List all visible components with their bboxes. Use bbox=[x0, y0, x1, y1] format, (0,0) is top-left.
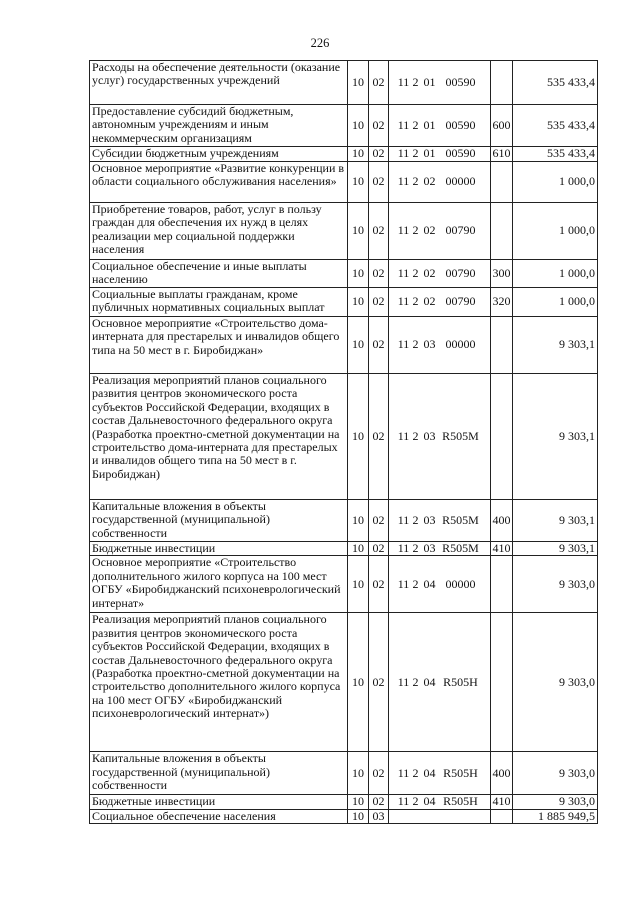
target-article-part: 00590 bbox=[445, 117, 476, 132]
expense-type-cell bbox=[491, 556, 513, 613]
table-row bbox=[90, 374, 598, 500]
subsection-code-cell: 02 bbox=[369, 613, 389, 752]
target-article-part: 11 bbox=[397, 765, 410, 780]
table-row bbox=[90, 147, 598, 162]
table-row bbox=[90, 556, 598, 613]
item-name-cell: Основное мероприятие «Строительство дома-интерната для престарелых и инвалидов общего типа на 50 мест в г. Биробиджан» bbox=[90, 317, 348, 374]
target-article-part: 04 bbox=[423, 576, 436, 591]
target-article-part: 11 bbox=[397, 541, 410, 555]
target-article-part: 2 bbox=[412, 337, 419, 352]
target-article-part: 00000 bbox=[445, 576, 476, 591]
table-row bbox=[90, 203, 598, 260]
target-article-part: 11 bbox=[397, 794, 410, 809]
target-article-part: 02 bbox=[423, 265, 436, 280]
item-name-cell: Социальное обеспечение и иные выплаты населению bbox=[90, 260, 348, 288]
amount-cell: 1 000,0 bbox=[513, 162, 598, 203]
amount-cell: 9 303,1 bbox=[513, 500, 598, 542]
item-name-cell: Реализация мероприятий планов социального развития центров экономического роста субъектов Российской Федерации, входящих в состав Дальневосточного федерального округа (Разработка проектно-сметной документации на строительство дома-интерната для престарелых и инвалидов общего типа на 50 мест в г. Биробиджан) bbox=[90, 374, 348, 500]
table-row bbox=[90, 500, 598, 542]
target-article-part: 01 bbox=[423, 74, 436, 89]
target-article-part: 00590 bbox=[445, 74, 476, 89]
table-row bbox=[90, 613, 598, 752]
section-code-cell: 10 bbox=[348, 61, 369, 105]
item-name-cell: Субсидии бюджетным учреждениям bbox=[90, 147, 348, 162]
amount-cell: 1 885 949,5 bbox=[513, 809, 598, 823]
item-name-cell: Реализация мероприятий планов социального развития центров экономического роста субъектов Российской Федерации, входящих в состав Дальневосточного федерального округа (Разработка проектно-сметной документации на строительство дополнительного жилого корпуса на 100 мест ОГБУ «Биробиджанский психоневрологический интернат») bbox=[90, 613, 348, 752]
subsection-code-cell: 02 bbox=[369, 556, 389, 613]
amount-cell: 1 000,0 bbox=[513, 203, 598, 260]
target-article-part: 11 bbox=[397, 146, 410, 161]
subsection-code-cell: 02 bbox=[369, 542, 389, 556]
target-article-part: 2 bbox=[412, 74, 419, 89]
target-article-part: 2 bbox=[412, 794, 419, 809]
target-article-part: 02 bbox=[423, 294, 436, 309]
subsection-code-cell: 02 bbox=[369, 162, 389, 203]
target-article-cell bbox=[389, 500, 491, 542]
target-article-part: 11 bbox=[397, 74, 410, 89]
target-article-part: 2 bbox=[412, 265, 419, 280]
expense-type-cell: 600 bbox=[491, 105, 513, 147]
table-row bbox=[90, 795, 598, 809]
target-article-part: 2 bbox=[412, 576, 419, 591]
target-article-part: R505Н bbox=[443, 674, 478, 689]
subsection-code-cell: 02 bbox=[369, 752, 389, 795]
page-number: 226 bbox=[310, 36, 330, 50]
section-code-cell: 10 bbox=[348, 288, 369, 317]
item-name-cell: Капитальные вложения в объекты государственной (муниципальной) собственности bbox=[90, 500, 348, 542]
target-article-part: 2 bbox=[412, 541, 419, 555]
target-article-part: 00790 bbox=[445, 223, 476, 238]
expense-type-cell: 400 bbox=[491, 500, 513, 542]
target-article-part: 2 bbox=[412, 174, 419, 189]
target-article-part: 11 bbox=[397, 576, 410, 591]
table-row bbox=[90, 260, 598, 288]
subsection-code-cell: 02 bbox=[369, 288, 389, 317]
section-code-cell: 10 bbox=[348, 203, 369, 260]
target-article-part: 11 bbox=[397, 674, 410, 689]
target-article-part: R505Н bbox=[443, 765, 478, 780]
table-row bbox=[90, 105, 598, 147]
expense-type-cell: 410 bbox=[492, 794, 511, 809]
amount-cell: 9 303,0 bbox=[513, 556, 598, 613]
subsection-code-cell: 02 bbox=[369, 147, 389, 162]
target-article-part: 2 bbox=[412, 428, 419, 443]
item-name-cell: Расходы на обеспечение деятельности (оказание услуг) государственных учреждений bbox=[90, 61, 348, 105]
target-article-cell bbox=[389, 613, 491, 752]
expense-type-cell bbox=[491, 61, 513, 105]
target-article-cell bbox=[389, 260, 491, 288]
table-row bbox=[90, 752, 598, 795]
table-row bbox=[90, 288, 598, 317]
target-article-part: 00790 bbox=[445, 294, 476, 309]
item-name-cell: Бюджетные инвестиции bbox=[90, 542, 348, 556]
section-code-cell: 10 bbox=[348, 105, 369, 147]
amount-cell: 9 303,0 bbox=[513, 613, 598, 752]
target-article-part: 2 bbox=[412, 674, 419, 689]
amount-cell: 9 303,0 bbox=[513, 795, 598, 809]
item-name-cell: Предоставление субсидий бюджетным, автономным учреждениям и иным некоммерческим организациям bbox=[90, 105, 348, 147]
target-article-part: 03 bbox=[423, 512, 436, 527]
target-article-cell bbox=[389, 752, 491, 795]
subsection-code-cell: 02 bbox=[369, 317, 389, 374]
item-name-cell: Приобретение товаров, работ, услуг в пользу граждан для обеспечения их нужд в целях реализации мер социальной поддержки населения bbox=[90, 203, 348, 260]
item-name-cell: Основное мероприятие «Строительство дополнительного жилого корпуса на 100 мест ОГБУ «Биробиджанский психоневрологический интернат» bbox=[90, 556, 348, 613]
target-article-part: 11 bbox=[397, 117, 410, 132]
expense-type-cell: 300 bbox=[491, 260, 513, 288]
target-article-cell bbox=[389, 288, 491, 317]
target-article-part: 2 bbox=[412, 294, 419, 309]
target-article-part: 2 bbox=[412, 117, 419, 132]
target-article-cell bbox=[389, 542, 491, 556]
subsection-code-cell: 02 bbox=[369, 61, 389, 105]
expense-type-cell bbox=[491, 613, 513, 752]
target-article-part: 11 bbox=[397, 428, 410, 443]
target-article-part: 11 bbox=[397, 337, 410, 352]
target-article-cell bbox=[389, 105, 491, 147]
target-article-part: R505М bbox=[442, 512, 479, 527]
target-article-part: 03 bbox=[423, 428, 436, 443]
section-code-cell: 10 bbox=[348, 809, 369, 823]
target-article-part: 11 bbox=[397, 512, 410, 527]
target-article-part: 02 bbox=[423, 223, 436, 238]
target-article-part: R505Н bbox=[443, 794, 478, 809]
target-article-part: 03 bbox=[423, 541, 436, 555]
table-row bbox=[90, 542, 598, 556]
item-name-cell: Бюджетные инвестиции bbox=[90, 795, 348, 809]
table-row bbox=[90, 317, 598, 374]
target-article-part: 11 bbox=[397, 294, 410, 309]
target-article-part: 2 bbox=[412, 146, 419, 161]
subsection-code-cell: 02 bbox=[369, 105, 389, 147]
section-code-cell: 10 bbox=[348, 556, 369, 613]
target-article-part: 04 bbox=[423, 765, 436, 780]
target-article-cell bbox=[389, 809, 491, 823]
expense-type-cell: 410 bbox=[492, 541, 511, 555]
target-article-cell bbox=[389, 147, 491, 162]
subsection-code-cell: 02 bbox=[369, 500, 389, 542]
target-article-part: 01 bbox=[423, 146, 436, 161]
target-article-part: 00790 bbox=[445, 265, 476, 280]
target-article-cell bbox=[389, 162, 491, 203]
table-row bbox=[90, 61, 598, 105]
target-article-part: R505М bbox=[442, 541, 479, 555]
target-article-part: 2 bbox=[412, 223, 419, 238]
amount-cell: 1 000,0 bbox=[513, 288, 598, 317]
target-article-cell bbox=[389, 374, 491, 500]
section-code-cell: 10 bbox=[348, 147, 369, 162]
subsection-code-cell: 02 bbox=[369, 260, 389, 288]
amount-cell: 535 433,4 bbox=[513, 105, 598, 147]
target-article-part: 04 bbox=[423, 794, 436, 809]
amount-cell: 1 000,0 bbox=[513, 260, 598, 288]
target-article-cell bbox=[389, 317, 491, 374]
target-article-part: 11 bbox=[397, 174, 410, 189]
amount-cell: 535 433,4 bbox=[513, 147, 598, 162]
subsection-code-cell: 02 bbox=[369, 795, 389, 809]
amount-cell: 9 303,0 bbox=[513, 752, 598, 795]
section-code-cell: 10 bbox=[348, 795, 369, 809]
target-article-part: 11 bbox=[397, 265, 410, 280]
item-name-cell: Капитальные вложения в объекты государственной (муниципальной) собственности bbox=[90, 752, 348, 795]
target-article-cell bbox=[389, 795, 491, 809]
expense-type-cell bbox=[491, 162, 513, 203]
target-article-part: 02 bbox=[423, 174, 436, 189]
item-name-cell: Основное мероприятие «Развитие конкуренции в области социального обслуживания населения» bbox=[90, 162, 348, 203]
target-article-part: 00000 bbox=[445, 337, 476, 352]
section-code-cell: 10 bbox=[348, 317, 369, 374]
target-article-part: 2 bbox=[412, 512, 419, 527]
item-name-cell: Социальное обеспечение населения bbox=[90, 809, 348, 823]
target-article-part: 01 bbox=[423, 117, 436, 132]
target-article-part: 00590 bbox=[445, 146, 476, 161]
expense-type-cell: 320 bbox=[491, 288, 513, 317]
target-article-cell bbox=[389, 556, 491, 613]
target-article-cell bbox=[389, 61, 491, 105]
amount-cell: 9 303,1 bbox=[513, 317, 598, 374]
amount-cell: 9 303,1 bbox=[513, 374, 598, 500]
target-article-part: 04 bbox=[423, 674, 436, 689]
table-row bbox=[90, 809, 598, 823]
section-code-cell: 10 bbox=[348, 374, 369, 500]
section-code-cell: 10 bbox=[348, 752, 369, 795]
target-article-cell bbox=[389, 203, 491, 260]
section-code-cell: 10 bbox=[348, 162, 369, 203]
expense-type-cell bbox=[491, 203, 513, 260]
expense-type-cell bbox=[491, 317, 513, 374]
budget-table bbox=[89, 60, 598, 824]
subsection-code-cell: 03 bbox=[369, 809, 389, 823]
subsection-code-cell: 02 bbox=[369, 374, 389, 500]
expense-type-cell: 610 bbox=[492, 146, 511, 161]
expense-type-cell bbox=[491, 809, 513, 823]
section-code-cell: 10 bbox=[348, 500, 369, 542]
target-article-part: R505М bbox=[442, 428, 479, 443]
target-article-part: 11 bbox=[397, 223, 410, 238]
target-article-part: 00000 bbox=[445, 174, 476, 189]
amount-cell: 9 303,1 bbox=[513, 542, 598, 556]
budget-table-body bbox=[90, 61, 598, 824]
target-article-part: 03 bbox=[423, 337, 436, 352]
amount-cell: 535 433,4 bbox=[513, 61, 598, 105]
expense-type-cell: 400 bbox=[491, 752, 513, 795]
target-article-part: 2 bbox=[412, 765, 419, 780]
section-code-cell: 10 bbox=[348, 613, 369, 752]
expense-type-cell bbox=[491, 374, 513, 500]
section-code-cell: 10 bbox=[348, 542, 369, 556]
item-name-cell: Социальные выплаты гражданам, кроме публичных нормативных социальных выплат bbox=[90, 288, 348, 317]
subsection-code-cell: 02 bbox=[369, 203, 389, 260]
table-row bbox=[90, 162, 598, 203]
section-code-cell: 10 bbox=[348, 260, 369, 288]
